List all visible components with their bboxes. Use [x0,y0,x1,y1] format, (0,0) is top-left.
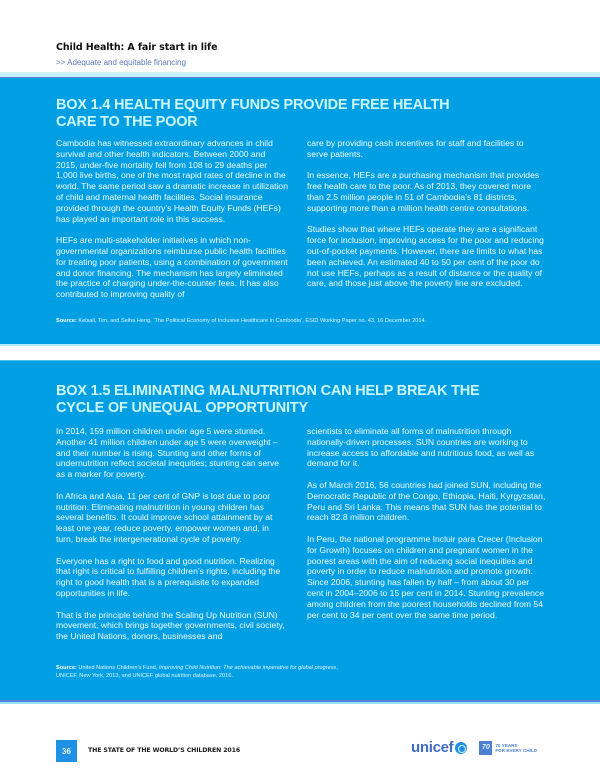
source-text: Kelsall, Tim, and Seiha Heng, ‘The Political Economy of Inclusive Healthcare in Cambodia’, ESID Working Paper no. 43, 16 December 2014. [76,318,427,324]
box-1-5-source [56,664,356,680]
anniversary-badge-icon: 70 [479,741,492,755]
box-1-5-left-column [56,426,288,653]
unicef-globe-icon [455,742,467,754]
section-breadcrumb[interactable]: >> Adequate and equitable financing [56,58,186,67]
paragraph: In Peru, the national programme Incluir para Crecer (Inclusion for Growth) focuses on children and pregnant women in the poorest areas with the aim of reducing social inequities and poverty in order to reduce malnutrition and promote growth. Since 2006, stunting has fallen by half – from about 30 per cent in 2004–2006 to 15 per cent in 2014. Stunting prevalence among children from the poorest households declined from 54 per cent to 34 per cent over the same time period. [307,533,544,620]
box-1-4 [0,77,600,344]
box-1-4-left-column [56,138,288,311]
source-label: Source: [56,318,77,324]
page-number: 36 [56,740,77,762]
paragraph: In 2014, 159 million children under age 5 were stunted. Another 41 million children under age 5 were overweight – and their number is rising. Stunting and other forms of undernutrition reflect societal inequities; stunting can serve as a marker for poverty. [56,426,280,480]
running-head [56,42,217,67]
source-label: Source: [56,665,77,671]
source-title: Improving Child Nutrition: The achievable imperative for global progress [158,665,337,671]
unicef-wordmark: unicef [411,739,454,756]
box-1-4-source [56,317,556,325]
box-1-4-right-column [307,138,547,300]
paragraph: scientists to eliminate all forms of malnutrition through nationally-driven processes. SUN countries are working to increase access to affordable and nutritious food, as well as demand for it. [307,426,535,469]
box-1-4-title: BOX 1.4 HEALTH EQUITY FUNDS PROVIDE FREE HEALTH CARE TO THE POOR [56,97,450,130]
box-1-5 [0,360,600,700]
paragraph: care by providing cash incentives for staff and facilities to serve patients. [307,138,524,159]
paragraph: HEFs are multi-stakeholder initiatives in which non-governmental organizations reimburse public health facilities for treating poor patients, using a combination of government and donor financing. The mechanism has largely eliminated the practice of charging under-the-counter fees. It has also contributed to improving quality of [56,235,288,300]
paragraph: As of March 2016, 56 countries had joined SUN, including the Democratic Republic of the Congo, Ethiopia, Haiti, Kyrgyzstan, Peru and Sri Lanka. This means that SUN has the potential to reach 82.8 million children. [307,479,546,523]
box-1-5-title: BOX 1.5 ELIMINATING MALNUTRITION CAN HELP BREAK THE CYCLE OF UNEQUAL OPPORTUNITY [56,383,480,416]
paragraph: In Africa and Asia, 11 per cent of GNP is lost due to poor nutrition. Eliminating malnutrition in young children has several benefits. It could improve school attainment by at least one year, reduce poverty, empower women and, in turn, break the intergenerational cycle of poverty. [56,490,273,544]
box-1-5-right-column [307,426,547,631]
source-text: United Nations Children’s Fund, [76,665,159,671]
bottom-rule [0,700,600,704]
paragraph: Cambodia has witnessed extraordinary advances in child survival and other health indicators. Between 2000 and 2015, under-five mortality fell from 108 to 29 deaths per 1,000 live births, one of the most rapid rates of decline in the world. The same period saw a dramatic increase in utilization of child and maternal health facilities. Social insurance provided through the country’s Health Equity Funds (HEFs) has played an important role in this success. [56,138,288,224]
anniversary-line-2: FOR EVERY CHILD [495,747,537,753]
paragraph: In essence, HEFs are a purchasing mechanism that provides free health care to the poor. As of 2013, they covered more than 2.5 million people in 51 of Cambodia’s 81 districts, supporting more than a million health centre consultations. [307,170,540,213]
chapter-title: Child Health: A fair start in life [56,42,218,53]
unicef-logo[interactable] [411,739,537,756]
anniversary-text [495,743,537,753]
paragraph: Everyone has a right to food and good nutrition. Realizing that right is critical to fulfilling children’s rights, including the right to good health that is a prerequisite to expanded opportunities in life. [56,555,281,598]
source-text: , UNICEF, New York, 2013, and UNICEF global nutrition database, 2016. [56,665,338,679]
paragraph: Studies show that where HEFs operate they are a significant force for inclusion, improving access for the poor and reducing out-of-pocket payments. However, there are limits to what has been achieved. An estimated 40 to 50 per cent of the poor do not use HEFs, perhaps as a result of distance or the quality of care, and those just above the poverty line are excluded. [307,224,544,289]
page-footer [0,736,600,760]
publication-title: THE STATE OF THE WORLD’S CHILDREN 2016 [88,747,241,754]
divider [0,344,600,346]
anniversary-line-1: 70 YEARS [495,742,518,748]
paragraph: That is the principle behind the Scaling Up Nutrition (SUN) movement, which brings together governments, civil society, the United Nations, donors, businesses and [56,609,285,642]
